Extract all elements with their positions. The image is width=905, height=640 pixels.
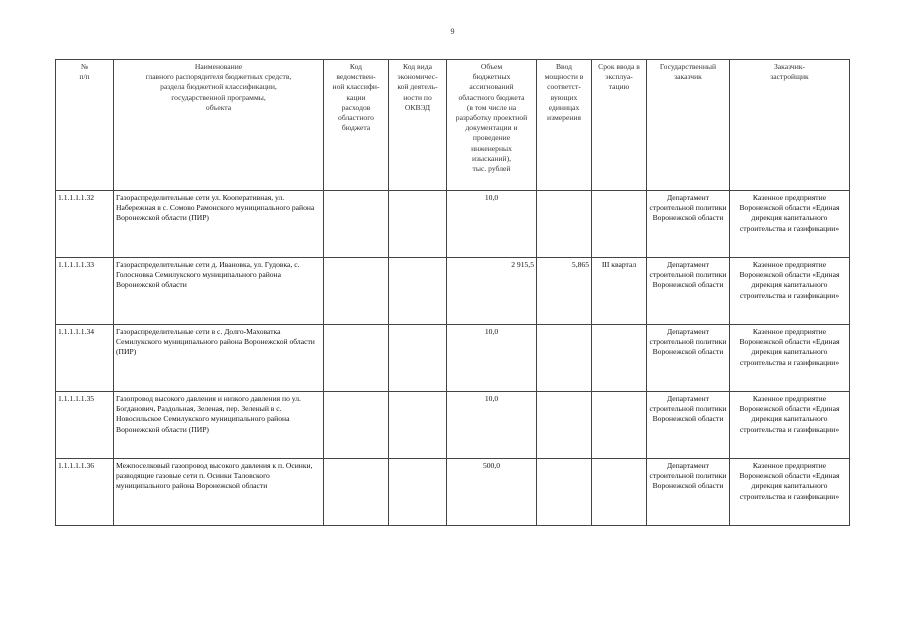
row-code-okved xyxy=(389,392,447,459)
row-customer: Департамент строительной политики Воронежской области xyxy=(647,325,730,392)
row-name: Газопровод высокого давления и низкого давления по ул. Богданович, Раздольная, Зеленая, пер. Зеленый в с. Новосильское Семилукского муниципального района Воронежской области (ПИР) xyxy=(114,392,324,459)
header-code-dept: Код ведомствен- ной классифи- кации расходов областного бюджета xyxy=(324,60,389,191)
row-num: 1.1.1.1.1.36 xyxy=(56,459,114,526)
row-developer: Казенное предприятие Воронежской области «Единая дирекция капитального строительства и газификации» xyxy=(730,459,850,526)
row-capacity xyxy=(537,325,592,392)
row-code-dept xyxy=(324,325,389,392)
row-num: 1.1.1.1.1.33 xyxy=(56,258,114,325)
header-commission: Срок ввода в эксплуа- тацию xyxy=(592,60,647,191)
row-name: Газораспределительные сети ул. Кооперативная, ул. Набережная в с. Сомово Рамонского муниципального района Воронежской области (ПИР) xyxy=(114,191,324,258)
row-name: Газораспределительные сети в с. Долго-Маховатка Семилукского муниципального района Воронежской области (ПИР) xyxy=(114,325,324,392)
row-volume: 10,0 xyxy=(447,191,537,258)
header-num: № п/п xyxy=(56,60,114,191)
row-capacity xyxy=(537,459,592,526)
row-commission: III квартал xyxy=(592,258,647,325)
header-developer: Заказчик- застройщик xyxy=(730,60,850,191)
row-customer: Департамент строительной политики Воронежской области xyxy=(647,258,730,325)
row-code-okved xyxy=(389,258,447,325)
row-num: 1.1.1.1.1.34 xyxy=(56,325,114,392)
row-commission xyxy=(592,459,647,526)
row-name: Газораспределительные сети д. Ивановка, ул. Гудовка, с. Голосновка Семилукского муниципального района Воронежской области xyxy=(114,258,324,325)
table-row xyxy=(56,258,850,325)
row-code-dept xyxy=(324,459,389,526)
row-code-dept xyxy=(324,191,389,258)
row-commission xyxy=(592,191,647,258)
row-volume: 10,0 xyxy=(447,392,537,459)
row-commission xyxy=(592,392,647,459)
row-code-dept xyxy=(324,392,389,459)
header-name: Наименование главного распорядителя бюджетных средств, раздела бюджетной классификации, государственной программы, объекта xyxy=(114,60,324,191)
budget-allocations-table xyxy=(55,59,850,526)
row-developer: Казенное предприятие Воронежской области «Единая дирекция капитального строительства и газификации» xyxy=(730,325,850,392)
row-volume: 10,0 xyxy=(447,325,537,392)
row-developer: Казенное предприятие Воронежской области «Единая дирекция капитального строительства и газификации» xyxy=(730,392,850,459)
header-capacity: Ввод мощности в соответст- вующих единицах измерения xyxy=(537,60,592,191)
table-row xyxy=(56,392,850,459)
row-capacity: 5,865 xyxy=(537,258,592,325)
table-row xyxy=(56,325,850,392)
row-num: 1.1.1.1.1.35 xyxy=(56,392,114,459)
header-customer: Государственный заказчик xyxy=(647,60,730,191)
row-customer: Департамент строительной политики Воронежской области xyxy=(647,392,730,459)
header-volume: Объем бюджетных ассигнований областного бюджета (в том числе на разработку проектной документации и проведение инженерных изысканий), тыс. рублей xyxy=(447,60,537,191)
row-name: Межпоселковый газопровод высокого давления к п. Осинки, разводящие газовые сети п. Осинки Таловского муниципального района Воронежской области xyxy=(114,459,324,526)
table-row xyxy=(56,191,850,258)
row-commission xyxy=(592,325,647,392)
row-customer: Департамент строительной политики Воронежской области xyxy=(647,459,730,526)
header-row xyxy=(56,60,850,191)
row-capacity xyxy=(537,392,592,459)
row-num: 1.1.1.1.1.32 xyxy=(56,191,114,258)
row-developer: Казенное предприятие Воронежской области «Единая дирекция капитального строительства и газификации» xyxy=(730,191,850,258)
row-customer: Департамент строительной политики Воронежской области xyxy=(647,191,730,258)
row-capacity xyxy=(537,191,592,258)
row-volume: 500,0 xyxy=(447,459,537,526)
row-code-okved xyxy=(389,191,447,258)
row-code-dept xyxy=(324,258,389,325)
row-volume: 2 915,5 xyxy=(447,258,537,325)
row-developer: Казенное предприятие Воронежской области «Единая дирекция капитального строительства и газификации» xyxy=(730,258,850,325)
header-code-okved: Код вида экономичес- кой деятель- ности по ОКВЭД xyxy=(389,60,447,191)
page-number: 9 xyxy=(450,27,455,36)
row-code-okved xyxy=(389,325,447,392)
table-row xyxy=(56,459,850,526)
row-code-okved xyxy=(389,459,447,526)
